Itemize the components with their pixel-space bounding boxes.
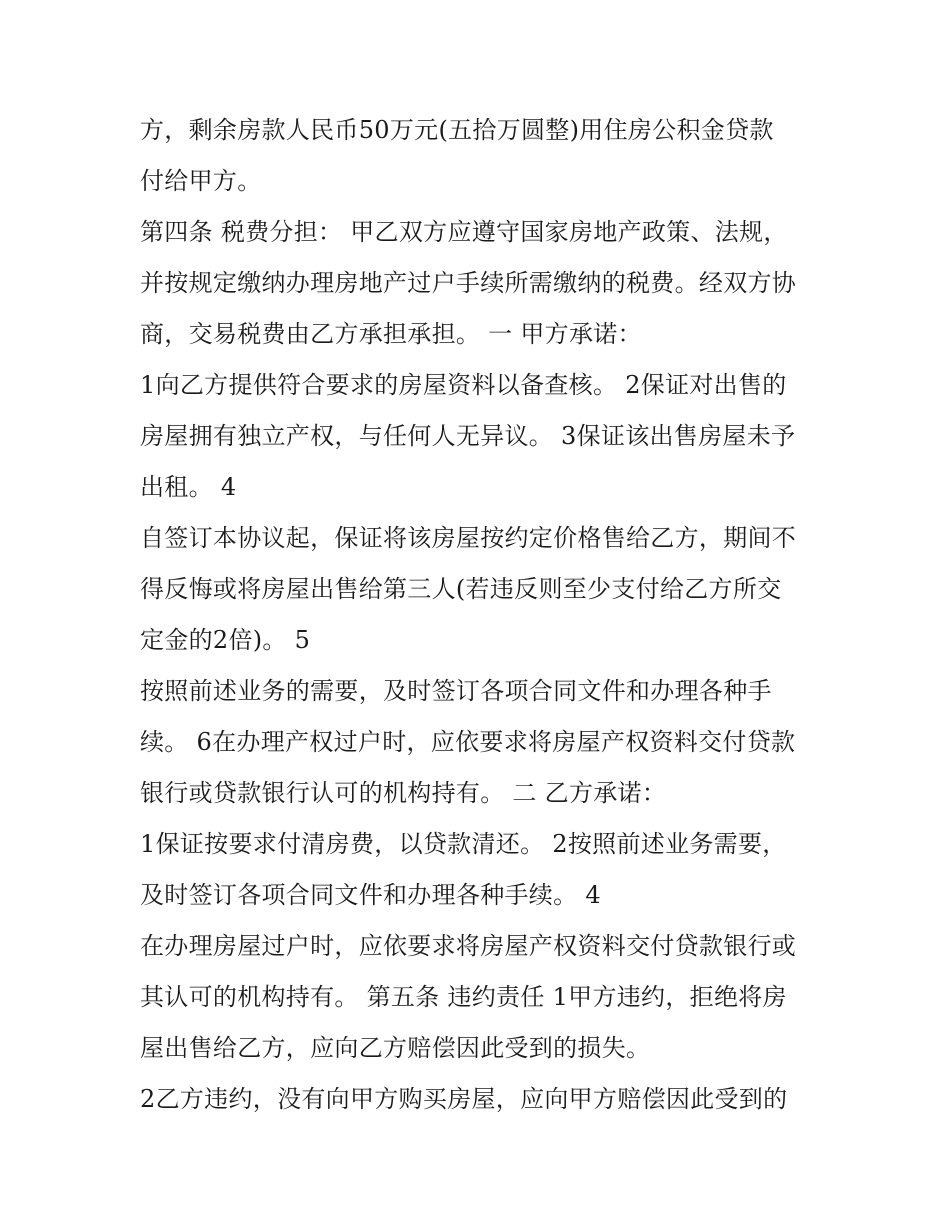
text-line: 屋出售给乙方，应向乙方赔偿因此受到的损失。 (140, 1034, 651, 1062)
text-line: 1向乙方提供符合要求的房屋资料以备查核。 2保证对出售的 (140, 371, 787, 399)
text-line: 商，交易税费由乙方承担承担。 一 甲方承诺： (140, 320, 642, 348)
text-line: 得反悔或将房屋出售给第三人(若违反则至少支付给乙方所交 (140, 575, 782, 603)
text-line: 付给甲方。 (140, 167, 262, 195)
text-line: 自签订本协议起，保证将该房屋按约定价格售给乙方，期间不 (140, 524, 797, 552)
text-line: 并按规定缴纳办理房地产过户手续所需缴纳的税费。经双方协 (140, 269, 797, 297)
text-line: 银行或贷款银行认可的机构持有。 二 乙方承诺： (140, 779, 667, 807)
text-line: 出租。 4 (140, 473, 237, 501)
text-line: 定金的2倍)。 5 (140, 626, 311, 654)
text-line: 及时签订各项合同文件和办理各种手续。 4 (140, 881, 601, 909)
text-line: 在办理房屋过户时，应依要求将房屋产权资料交付贷款银行或 (140, 932, 797, 960)
text-line: 第四条 税费分担： 甲乙双方应遵守国家房地产政策、法规， (140, 218, 788, 246)
text-line: 其认可的机构持有。 第五条 违约责任 1甲方违约，拒绝将房 (140, 983, 787, 1011)
text-line: 1保证按要求付清房费，以贷款清还。 2按照前述业务需要， (140, 830, 787, 858)
text-line: 2乙方违约，没有向甲方购买房屋，应向甲方赔偿因此受到的 (140, 1085, 788, 1113)
text-line: 续。 6在办理产权过户时，应依要求将房屋产权资料交付贷款 (140, 728, 796, 756)
text-line: 房屋拥有独立产权，与任何人无异议。 3保证该出售房屋未予 (140, 422, 796, 450)
text-line: 按照前述业务的需要，及时签订各项合同文件和办理各种手 (140, 677, 772, 705)
text-line: 方，剩余房款人民币50万元(五拾万圆整)用住房公积金贷款 (140, 116, 774, 144)
